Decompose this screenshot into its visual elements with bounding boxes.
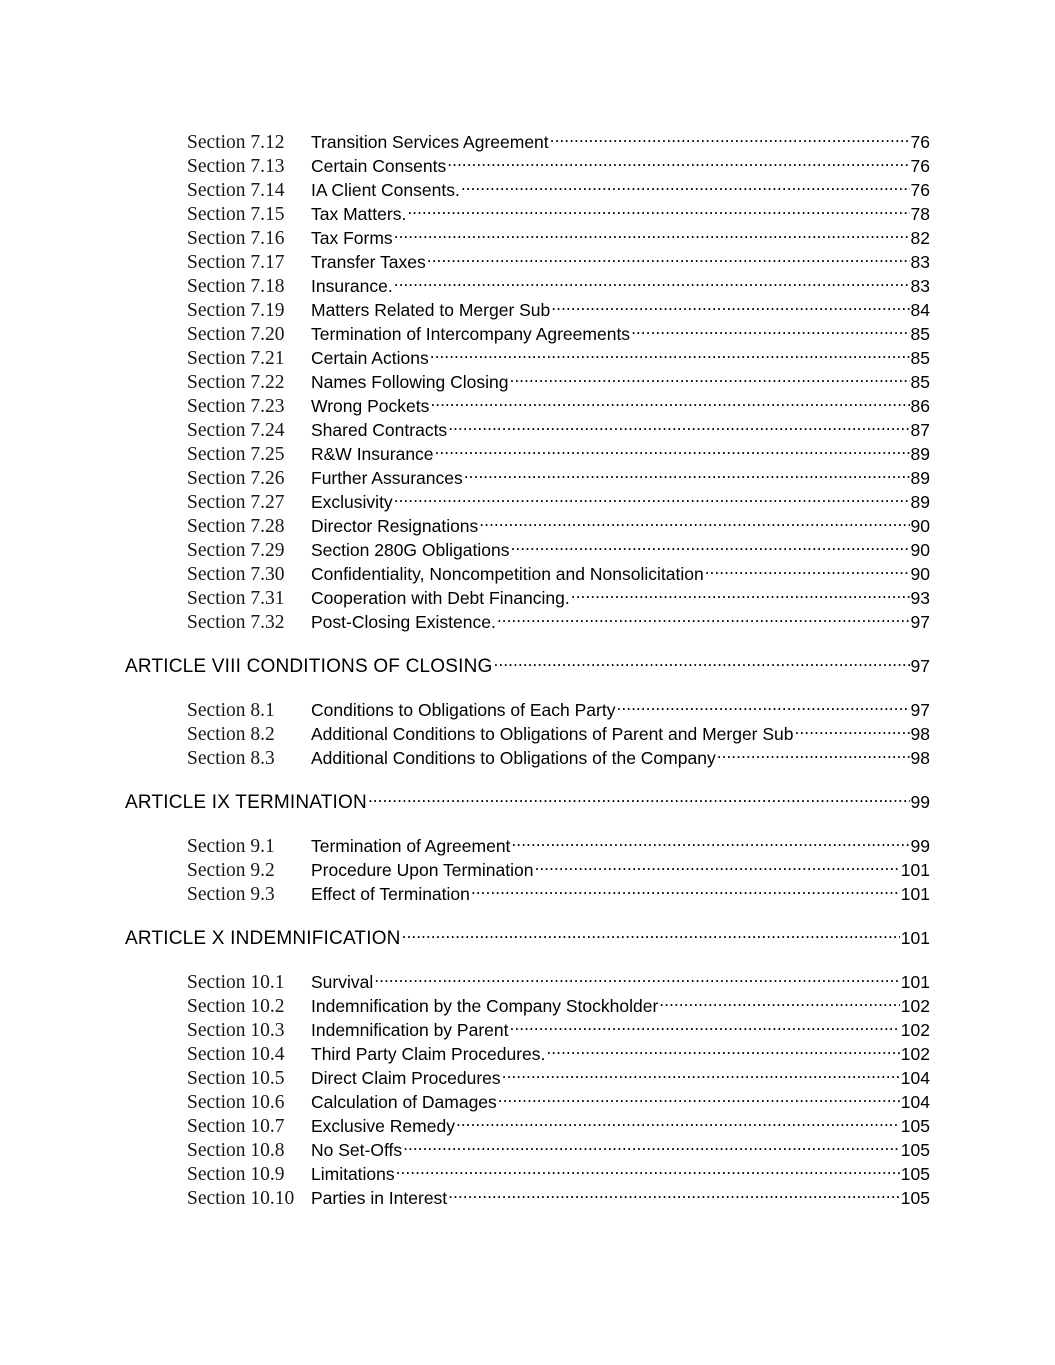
toc-entry[interactable]: [187, 364, 930, 393]
toc-entry[interactable]: [187, 292, 930, 321]
section-number: Section 7.19: [187, 300, 285, 321]
dot-leader: [461, 172, 910, 196]
section-number: Section 7.13: [187, 156, 285, 177]
toc-entry[interactable]: [187, 692, 930, 721]
section-number: Section 8.3: [187, 748, 275, 769]
section-number: Section 7.24: [187, 420, 285, 441]
section-number: Section 8.1: [187, 700, 275, 721]
section-title: Further Assurances: [311, 468, 463, 488]
section-title: Certain Actions: [311, 348, 429, 368]
dot-leader: [374, 964, 900, 988]
section-number: Section 7.25: [187, 444, 285, 465]
page-number: 93: [910, 588, 930, 608]
dot-leader: [447, 148, 909, 172]
dot-leader: [550, 124, 910, 148]
page-number: 104: [900, 1068, 930, 1088]
dot-leader: [435, 436, 910, 460]
dot-leader: [659, 988, 900, 1012]
toc-entry[interactable]: [187, 1156, 930, 1185]
dot-leader: [407, 196, 909, 220]
section-title: Tax Forms: [311, 228, 393, 248]
section-number: Section 10.6: [187, 1092, 285, 1113]
toc-entry[interactable]: [187, 1036, 930, 1065]
section-title: Parties in Interest: [311, 1188, 448, 1208]
page-number: 84: [910, 300, 930, 320]
section-number: Section 7.18: [187, 276, 285, 297]
page-number: 98: [910, 724, 930, 744]
section-number: Section 7.21: [187, 348, 285, 369]
section-title: Termination of Agreement: [311, 836, 511, 856]
section-number: Section 9.3: [187, 884, 275, 905]
section-title: IA Client Consents.: [311, 180, 460, 200]
page-number: 89: [910, 444, 930, 464]
toc-entry[interactable]: [187, 148, 930, 177]
page-number: 87: [910, 420, 930, 440]
section-title: Additional Conditions to Obligations of Parent and Merger Sub: [311, 724, 794, 744]
toc-entry[interactable]: [187, 852, 930, 881]
section-title: Direct Claim Procedures: [311, 1068, 501, 1088]
toc-entry[interactable]: [187, 828, 930, 857]
section-title: Conditions to Obligations of Each Party: [311, 700, 616, 720]
toc-article-heading[interactable]: [125, 920, 930, 949]
toc-entry[interactable]: [187, 556, 930, 585]
section-title: Exclusivity: [311, 492, 393, 512]
page-number: 78: [910, 204, 930, 224]
toc-entry[interactable]: [187, 604, 930, 633]
section-number: Section 7.12: [187, 132, 285, 153]
dot-leader: [502, 1060, 900, 1084]
section-number: Section 7.27: [187, 492, 285, 513]
dot-leader: [509, 364, 909, 388]
page-number: 101: [900, 972, 930, 992]
dot-leader: [717, 740, 910, 764]
toc-entry[interactable]: [187, 436, 930, 465]
page-number: 76: [910, 156, 930, 176]
page-number: 90: [910, 516, 930, 536]
dot-leader: [616, 692, 909, 716]
page-number: 105: [900, 1164, 930, 1184]
page-number: 83: [910, 276, 930, 296]
page-number: 82: [910, 228, 930, 248]
dot-leader: [456, 1108, 900, 1132]
section-title: Procedure Upon Termination: [311, 860, 534, 880]
dot-leader: [448, 1180, 900, 1204]
section-title: Director Resignations: [311, 516, 479, 536]
dot-leader: [497, 604, 910, 628]
page-number: 99: [910, 836, 930, 856]
toc-entry[interactable]: [187, 508, 930, 537]
section-number: Section 10.2: [187, 996, 285, 1017]
section-title: Indemnification by Parent: [311, 1020, 509, 1040]
toc-entry[interactable]: [187, 412, 930, 441]
toc-entry[interactable]: [187, 484, 930, 513]
dot-leader: [551, 292, 909, 316]
section-number: Section 7.28: [187, 516, 285, 537]
page-number: 101: [900, 884, 930, 904]
dot-leader: [427, 244, 910, 268]
page-number: 102: [900, 996, 930, 1016]
section-title: Limitations: [311, 1164, 395, 1184]
page-number: 85: [910, 372, 930, 392]
dot-leader: [471, 876, 900, 900]
dot-leader: [498, 1084, 900, 1108]
page-number: 101: [900, 928, 930, 948]
section-number: Section 10.4: [187, 1044, 285, 1065]
toc-entry[interactable]: [187, 988, 930, 1017]
dot-leader: [394, 220, 910, 244]
toc-entry[interactable]: [187, 1132, 930, 1161]
section-title: Wrong Pockets: [311, 396, 430, 416]
section-title: Names Following Closing: [311, 372, 509, 392]
page-number: 97: [910, 700, 930, 720]
dot-leader: [571, 580, 910, 604]
section-title: Shared Contracts: [311, 420, 448, 440]
dot-leader: [402, 920, 900, 944]
page-number: 105: [900, 1140, 930, 1160]
dot-leader: [403, 1132, 900, 1156]
section-title: Transfer Taxes: [311, 252, 426, 272]
toc-entry[interactable]: [187, 244, 930, 273]
section-title: No Set-Offs: [311, 1140, 403, 1160]
section-number: Section 10.7: [187, 1116, 285, 1137]
toc-entry[interactable]: [187, 964, 930, 993]
section-number: Section 7.23: [187, 396, 285, 417]
page-number: 104: [900, 1092, 930, 1112]
section-number: Section 7.26: [187, 468, 285, 489]
dot-leader: [479, 508, 909, 532]
toc-entry[interactable]: [187, 1108, 930, 1137]
dot-leader: [368, 784, 910, 808]
toc-entry[interactable]: [187, 740, 930, 769]
dot-leader: [631, 316, 909, 340]
section-title: Exclusive Remedy: [311, 1116, 455, 1136]
section-number: Section 7.30: [187, 564, 285, 585]
page-number: 90: [910, 564, 930, 584]
toc-article-heading[interactable]: [125, 648, 930, 677]
toc-entry[interactable]: [187, 1060, 930, 1089]
toc-entry[interactable]: [187, 388, 930, 417]
dot-leader: [448, 412, 909, 436]
section-title: Indemnification by the Company Stockholder: [311, 996, 659, 1016]
page-number: 76: [910, 132, 930, 152]
article-title: ARTICLE IX TERMINATION: [125, 792, 367, 813]
section-number: Section 9.2: [187, 860, 275, 881]
dot-leader: [546, 1036, 899, 1060]
toc-entry[interactable]: [187, 876, 930, 905]
page-number: 98: [910, 748, 930, 768]
section-number: Section 7.32: [187, 612, 285, 633]
article-title: ARTICLE X INDEMNIFICATION: [125, 928, 401, 949]
section-number: Section 10.1: [187, 972, 285, 993]
section-title: Certain Consents: [311, 156, 447, 176]
section-number: Section 10.8: [187, 1140, 285, 1161]
section-title: Section 280G Obligations: [311, 540, 510, 560]
toc-entry[interactable]: [187, 532, 930, 561]
section-number: Section 10.3: [187, 1020, 285, 1041]
section-number: Section 7.14: [187, 180, 285, 201]
dot-leader: [511, 828, 909, 852]
toc-entry[interactable]: [187, 172, 930, 201]
page-number: 86: [910, 396, 930, 416]
section-number: Section 10.10: [187, 1188, 295, 1209]
section-title: Effect of Termination: [311, 884, 470, 904]
section-title: Cooperation with Debt Financing.: [311, 588, 570, 608]
toc-entry[interactable]: [187, 716, 930, 745]
dot-leader: [394, 484, 910, 508]
dot-leader: [510, 532, 909, 556]
page-number: 99: [910, 792, 930, 812]
section-number: Section 7.17: [187, 252, 285, 273]
section-number: Section 7.22: [187, 372, 285, 393]
toc-entry[interactable]: [187, 580, 930, 609]
dot-leader: [396, 1156, 900, 1180]
dot-leader: [430, 388, 909, 412]
toc-article-heading[interactable]: [125, 784, 930, 813]
page-number: 90: [910, 540, 930, 560]
section-number: Section 7.15: [187, 204, 285, 225]
dot-leader: [534, 852, 899, 876]
page-number: 89: [910, 468, 930, 488]
page-number: 102: [900, 1044, 930, 1064]
section-number: Section 9.1: [187, 836, 275, 857]
section-title: Calculation of Damages: [311, 1092, 497, 1112]
toc-entry[interactable]: [187, 1084, 930, 1113]
page-number: 97: [910, 612, 930, 632]
dot-leader: [394, 268, 910, 292]
toc-entry[interactable]: [187, 316, 930, 345]
section-title: Third Party Claim Procedures.: [311, 1044, 546, 1064]
section-number: Section 8.2: [187, 724, 275, 745]
toc-entry[interactable]: [187, 220, 930, 249]
section-title: Transition Services Agreement: [311, 132, 549, 152]
page-number: 85: [910, 324, 930, 344]
dot-leader: [705, 556, 910, 580]
section-title: Confidentiality, Noncompetition and Nonsolicitation: [311, 564, 704, 584]
section-number: Section 7.31: [187, 588, 285, 609]
section-title: Insurance.: [311, 276, 393, 296]
dot-leader: [430, 340, 910, 364]
page-number: 83: [910, 252, 930, 272]
section-title: Termination of Intercompany Agreements: [311, 324, 631, 344]
page-number: 97: [910, 656, 930, 676]
section-number: Section 10.9: [187, 1164, 285, 1185]
section-number: Section 7.20: [187, 324, 285, 345]
article-title: ARTICLE VIII CONDITIONS OF CLOSING: [125, 656, 493, 677]
dot-leader: [795, 716, 910, 740]
toc-entry[interactable]: [187, 460, 930, 489]
toc-entry[interactable]: [187, 340, 930, 369]
section-number: Section 7.16: [187, 228, 285, 249]
page-number: 105: [900, 1188, 930, 1208]
dot-leader: [494, 648, 910, 672]
section-title: Post-Closing Existence.: [311, 612, 496, 632]
page-number: 102: [900, 1020, 930, 1040]
page-number: 89: [910, 492, 930, 512]
page-number: 76: [910, 180, 930, 200]
toc-entry[interactable]: [187, 196, 930, 225]
section-title: Survival: [311, 972, 374, 992]
dot-leader: [464, 460, 910, 484]
section-title: Additional Conditions to Obligations of the Company: [311, 748, 716, 768]
section-title: R&W Insurance: [311, 444, 434, 464]
section-title: Matters Related to Merger Sub: [311, 300, 551, 320]
page-number: 85: [910, 348, 930, 368]
page-number: 101: [900, 860, 930, 880]
section-number: Section 10.5: [187, 1068, 285, 1089]
toc-entry[interactable]: [187, 1180, 930, 1209]
dot-leader: [509, 1012, 899, 1036]
toc-entry[interactable]: [187, 268, 930, 297]
page-number: 105: [900, 1116, 930, 1136]
toc-entry[interactable]: [187, 124, 930, 153]
section-number: Section 7.29: [187, 540, 285, 561]
section-title: Tax Matters.: [311, 204, 407, 224]
toc-entry[interactable]: [187, 1012, 930, 1041]
